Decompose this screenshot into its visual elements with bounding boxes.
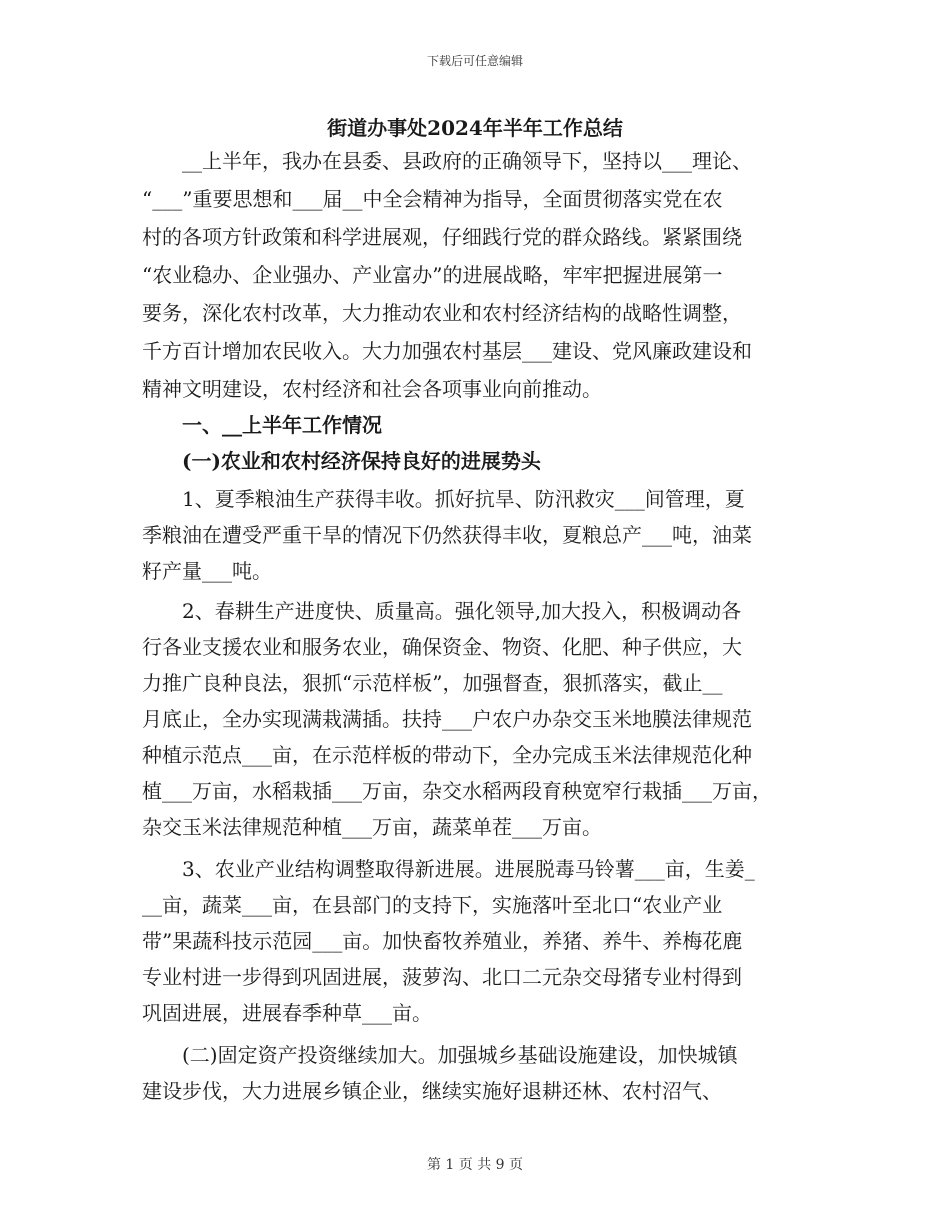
item2-line-2: 行各业支援农业和服务农业，确保资金、物资、化肥、种子供应，大: [142, 635, 742, 659]
item3-line-5: 巩固进展，进展春季种草___亩。: [142, 1001, 432, 1025]
item2-line-5: 种植示范点___亩，在示范样板的带动下，全办完成玉米法律规范化种: [142, 743, 752, 767]
item3-line-3: 带”果蔬科技示范园___亩。加快畜牧养殖业，养猪、养牛、养梅花鹿: [142, 929, 743, 953]
intro-line-1: __上半年，我办在县委、县政府的正确领导下，坚持以___理论、: [142, 149, 752, 173]
section-heading-1: 一、__上半年工作情况: [142, 413, 382, 437]
item2-line-7: 杂交玉米法律规范种植___万亩，蔬菜单茬___万亩。: [142, 815, 602, 839]
intro-line-7: 精神文明建设，农村经济和社会各项事业向前推动。: [142, 377, 602, 401]
sub2-line-2: 建设步伐，大力进展乡镇企业，继续实施好退耕还林、农村沼气、: [142, 1079, 722, 1103]
item1-line-3: 籽产量___吨。: [142, 559, 272, 583]
intro-line-6: 千方百计增加农民收入。大力加强农村基层___建设、党风廉政建设和: [142, 339, 752, 363]
page-number: 第 1 页 共 9 页: [426, 1157, 524, 1173]
intro-line-5: 要务，深化农村改革，大力推动农业和农村经济结构的战略性调整，: [142, 301, 742, 325]
header-note: 下载后可任意编辑: [426, 54, 523, 68]
item1-line-1: 1、夏季粮油生产获得丰收。抓好抗旱、防汛救灾___间管理，夏: [142, 487, 745, 511]
page-title: 街道办事处2024年半年工作总结: [327, 116, 623, 140]
item3-line-1: 3、农业产业结构调整取得新进展。进展脱毒马铃薯___亩，生姜_: [142, 857, 755, 881]
intro-line-4: “农业稳办、企业强办、产业富办”的进展战略，牢牢把握进展第一: [142, 263, 723, 287]
intro-line-2: “___”重要思想和___届__中全会精神为指导，全面贯彻落实党在农: [142, 187, 723, 211]
item2-line-4: 月底止，全办实现满栽满插。扶持___户农户办杂交玉米地膜法律规范: [142, 707, 752, 731]
intro-line-3: 村的各项方针政策和科学进展观，仔细践行党的群众路线。紧紧围绕: [142, 225, 742, 249]
item2-line-3: 力推广良种良法，狠抓“示范样板”，加强督查，狠抓落实，截止__: [142, 671, 723, 695]
item2-line-1: 2、春耕生产进度快、质量高。强化领导,加大投入，积极调动各: [142, 599, 742, 623]
subsection-heading-1: (一)农业和农村经济保持良好的进展势头: [142, 449, 541, 473]
item3-line-4: 专业村进一步得到巩固进展，菠萝沟、北口二元杂交母猪专业村得到: [142, 965, 742, 989]
sub2-line-1: (二)固定资产投资继续加大。加强城乡基础设施建设，加快城镇: [142, 1043, 738, 1067]
item2-line-6: 植___万亩，水稻栽插___万亩，杂交水稻两段育秧宽窄行栽插___万亩，: [142, 779, 772, 803]
item1-line-2: 季粮油在遭受严重干旱的情况下仍然获得丰收，夏粮总产___吨，油菜: [142, 523, 752, 547]
item3-line-2: __亩，蔬菜___亩，在县部门的支持下，实施落叶至北口“农业产业: [142, 893, 723, 917]
